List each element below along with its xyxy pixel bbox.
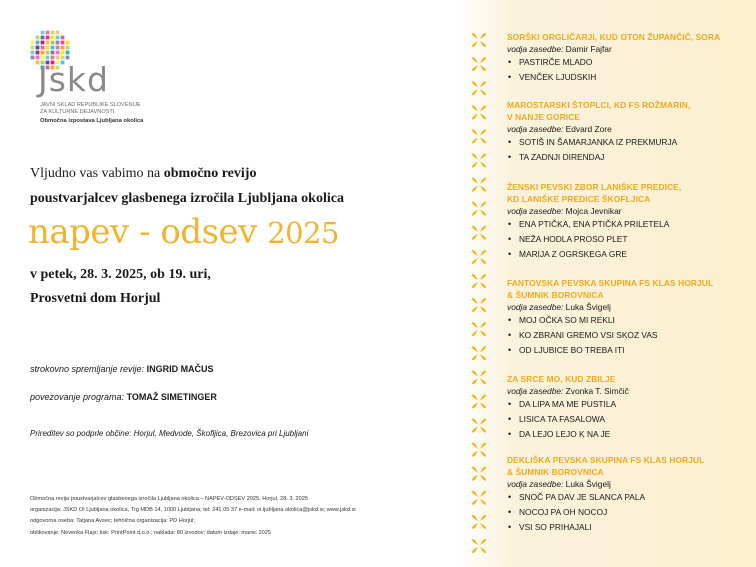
invitation-line2: poustvarjalcev glasbenega izročila Ljubljana okolica xyxy=(30,191,344,206)
song-item: • DA LIPA MA ME PUSTILA xyxy=(507,397,749,412)
four-petal-flower-icon xyxy=(472,129,486,143)
group-lead xyxy=(507,43,749,55)
impressum-line: odgovorna oseba: Tatjana Avsec; tehnična organizacija: PD Horjul; xyxy=(30,518,195,525)
lead-name: Mojca Jevnikar xyxy=(565,206,622,216)
song-item: • KO ZBRANI GREMO VSI SKOZ VAS xyxy=(507,328,749,343)
logo-pixel xyxy=(46,31,50,35)
logo-pixel xyxy=(31,56,35,60)
lead-name: Luka Švigelj xyxy=(565,302,611,312)
song-list xyxy=(507,313,749,359)
song-item: • OD LJUBICE BO TREBA ITI xyxy=(507,343,749,358)
logo-pixel xyxy=(41,36,45,40)
four-petal-flower-icon xyxy=(472,33,486,47)
group-title xyxy=(507,31,749,43)
group-title-line: ZA SRCE MO, KUD ZBILJE xyxy=(507,374,616,384)
lead-name: Edvard Zore xyxy=(565,124,612,134)
logo-pixel xyxy=(36,51,40,55)
logo-pixel xyxy=(31,41,35,45)
host-credit xyxy=(30,392,217,402)
four-petal-flower-icon xyxy=(472,81,486,95)
logo-pixel xyxy=(56,56,60,60)
invitation-line1-bold: območno revijo xyxy=(163,166,257,181)
brand-subtitle-line: ZA KULTURNE DEJAVNOSTI xyxy=(40,109,115,115)
host-label: povezovanje programa: xyxy=(30,392,127,402)
event-when xyxy=(30,263,211,311)
logo-pixel xyxy=(46,41,50,45)
logo-pixel xyxy=(46,51,50,55)
impressum-line: oblikovanje: Nevenka Flajs; tisk: PrintPoint d.o.o.; naklada: 80 izvodov; datum izdaje: marec 2025 xyxy=(30,529,271,536)
logo-pixel xyxy=(51,56,55,60)
song-list xyxy=(507,135,749,165)
logo-pixel xyxy=(41,41,45,45)
song-item: • DA LEJO LEJO K NA JE xyxy=(507,427,749,442)
logo-pixel xyxy=(46,56,50,60)
four-petal-flower-icon xyxy=(472,539,486,553)
lead-name: Luka Švigelj xyxy=(565,479,611,489)
invitation-line1: Vljudno vas vabimo na xyxy=(30,166,164,181)
group-title-line: MAROSTARSKI ŠTOPLCI, KD FS ROŽMARIN, xyxy=(507,100,691,110)
brand-subtitle-line: JAVNI SKLAD REPUBLIKE SLOVENIJE xyxy=(40,102,141,108)
song-list xyxy=(507,55,749,85)
logo-pixel xyxy=(61,41,65,45)
song-item: • PASTIRČE MLADO xyxy=(507,55,749,70)
song-item: • VENČEK LJUDSKIH xyxy=(507,70,749,85)
brand-subtitle xyxy=(40,102,160,116)
program-group xyxy=(507,181,749,263)
four-petal-flower-icon xyxy=(472,105,486,119)
four-petal-flower-icon xyxy=(472,419,486,433)
impressum xyxy=(30,494,356,539)
program-group xyxy=(507,454,749,536)
song-list xyxy=(507,397,749,443)
event-title xyxy=(28,212,339,252)
logo-pixel xyxy=(61,51,65,55)
group-title xyxy=(507,99,749,123)
four-petal-flower-icon xyxy=(472,154,486,168)
logo-pixel xyxy=(36,46,40,50)
event-title-text: napev - odsev xyxy=(28,212,257,252)
four-petal-flower-icon xyxy=(472,274,486,288)
program-group xyxy=(507,31,749,85)
group-title-line: KD LANIŠKE PREDICE ŠKOFLJICA xyxy=(507,194,651,204)
impressum-line: organizacija: JSKD OI Ljubljana okolica, Trg MDB 14, 1000 Ljubljana; tel: 241 05 37 e-mail: oi.ljubljana.okolica@jskd.si; www.jskd.si xyxy=(30,507,356,514)
four-petal-flower-icon xyxy=(472,322,486,336)
logo-pixel xyxy=(51,31,55,35)
host-value: TOMAŽ SIMETINGER xyxy=(126,392,217,402)
logo-pixel xyxy=(41,31,45,35)
group-title xyxy=(507,373,749,385)
logo-pixel xyxy=(41,51,45,55)
event-venue: Prosvetni dom Horjul xyxy=(30,291,161,306)
lead-label: vodja zasedbe: xyxy=(507,44,566,54)
lead-label: vodja zasedbe: xyxy=(507,386,566,396)
four-petal-flower-icon xyxy=(472,491,486,505)
group-title xyxy=(507,454,749,478)
event-date: v petek, 28. 3. 2025, ob 19. uri, xyxy=(30,267,211,282)
program-group xyxy=(507,373,749,443)
group-lead xyxy=(507,123,749,135)
lead-label: vodja zasedbe: xyxy=(507,479,566,489)
logo-pixel xyxy=(61,56,65,60)
logo-pixel xyxy=(61,36,65,40)
four-petal-flower-icon xyxy=(472,443,486,457)
song-item: • ENA PTIČKA, ENA PTIČKA PRILETELA xyxy=(507,217,749,232)
song-item: • NOCOJ PA OH NOCOJ xyxy=(507,505,749,520)
four-petal-flower-icon xyxy=(472,178,486,192)
event-year: 2025 xyxy=(267,216,340,250)
brand-name: Jskd xyxy=(38,60,109,99)
song-item: • VSI SO PRIHAJALI xyxy=(507,520,749,535)
group-title-line: V NANJE GORICE xyxy=(507,112,581,122)
four-petal-flower-icon xyxy=(472,394,486,408)
logo-pixel xyxy=(41,56,45,60)
song-item: • SOTIŠ IN ŠAMARJANKA IZ PREKMURJA xyxy=(507,135,749,150)
logo-pixel xyxy=(51,36,55,40)
logo-pixel xyxy=(51,41,55,45)
logo-pixel xyxy=(66,51,70,55)
four-petal-flower-icon xyxy=(472,57,486,71)
four-petal-flower-icon xyxy=(472,467,486,481)
logo-pixel xyxy=(51,51,55,55)
four-petal-flower-icon xyxy=(472,298,486,312)
logo-pixel xyxy=(66,41,70,45)
four-petal-flower-icon xyxy=(472,250,486,264)
song-item: • NEŽA HODLA PROSO PLET xyxy=(507,232,749,247)
song-list xyxy=(507,490,749,536)
lead-label: vodja zasedbe: xyxy=(507,124,566,134)
logo-pixel xyxy=(36,36,40,40)
logo-pixel xyxy=(31,51,35,55)
song-item: • MOJ OČKA SO MI REKLI xyxy=(507,313,749,328)
group-title-line: FANTOVSKA PEVSKA SKUPINA FS KLAS HORJUL xyxy=(507,278,714,288)
group-lead xyxy=(507,385,749,397)
logo-pixel xyxy=(36,41,40,45)
song-item: • SNOČ PA DAV JE SLANCA PALA xyxy=(507,490,749,505)
logo-pixel xyxy=(51,46,55,50)
lead-label: vodja zasedbe: xyxy=(507,206,566,216)
lead-name: Zvonka T. Simčič xyxy=(565,386,629,396)
logo-pixel xyxy=(36,56,40,60)
logo-pixel xyxy=(41,46,45,50)
four-petal-flower-icon xyxy=(472,346,486,360)
logo-pixel xyxy=(56,36,60,40)
lead-label: vodja zasedbe: xyxy=(507,302,566,312)
logo-pixel xyxy=(61,46,65,50)
program-group xyxy=(507,277,749,359)
logo-pixel xyxy=(56,41,60,45)
impressum-line: Območna revija poustvarjalcev glasbenega izročila Ljubljana okolica – NAPEV-ODSEV 2025, Horjul, 28. 3. 2025 xyxy=(30,496,308,502)
song-item: • MARIJA Z OGRSKEGA GRE xyxy=(507,247,749,262)
four-petal-flower-icon xyxy=(472,370,486,384)
logo-pixel xyxy=(46,36,50,40)
group-title-line: SORŠKI ORGLIČARJI, KUD OTON ŽUPANČIČ, SORA xyxy=(507,32,721,42)
four-petal-flower-icon xyxy=(472,202,486,216)
flower-ornament-strip xyxy=(464,28,494,558)
logo-pixel xyxy=(56,51,60,55)
group-lead xyxy=(507,205,749,217)
group-title-line: & ŠUMNIK BOROVNICA xyxy=(507,290,604,300)
group-lead xyxy=(507,478,749,490)
support-note: Prireditev so podprle občine: Horjul, Medvode, Škofljica, Brezovica pri Ljubljani xyxy=(30,429,309,438)
monitoring-credit xyxy=(30,364,214,374)
group-title-line: ŽENSKI PEVSKI ZBOR LANIŠKE PREDICE, xyxy=(507,182,682,192)
brand-office: Območna izpostava Ljubljana okolica xyxy=(40,118,144,124)
program-group xyxy=(507,99,749,165)
four-petal-flower-icon xyxy=(472,515,486,529)
monitoring-label: strokovno spremljanje revije: xyxy=(30,364,147,374)
logo-pixel xyxy=(56,31,60,35)
song-list xyxy=(507,217,749,263)
logo-pixel xyxy=(46,46,50,50)
monitoring-value: INGRID MAČUS xyxy=(146,364,214,374)
group-lead xyxy=(507,301,749,313)
group-title xyxy=(507,181,749,205)
song-item: • TA ZADNJI DIRENDAJ xyxy=(507,150,749,165)
group-title-line: & ŠUMNIK BOROVNICA xyxy=(507,467,604,477)
lead-name: Damir Fajfar xyxy=(565,44,612,54)
logo-pixel xyxy=(66,46,70,50)
group-title-line: DEKLIŠKA PEVSKA SKUPINA FS KLAS HORJUL xyxy=(507,455,705,465)
logo-pixel xyxy=(56,46,60,50)
four-petal-flower-icon xyxy=(472,226,486,240)
logo-pixel xyxy=(66,56,70,60)
invitation-text xyxy=(30,161,440,211)
song-item: • LISICA TA FASALOWA xyxy=(507,412,749,427)
group-title xyxy=(507,277,749,301)
logo-pixel xyxy=(31,46,35,50)
